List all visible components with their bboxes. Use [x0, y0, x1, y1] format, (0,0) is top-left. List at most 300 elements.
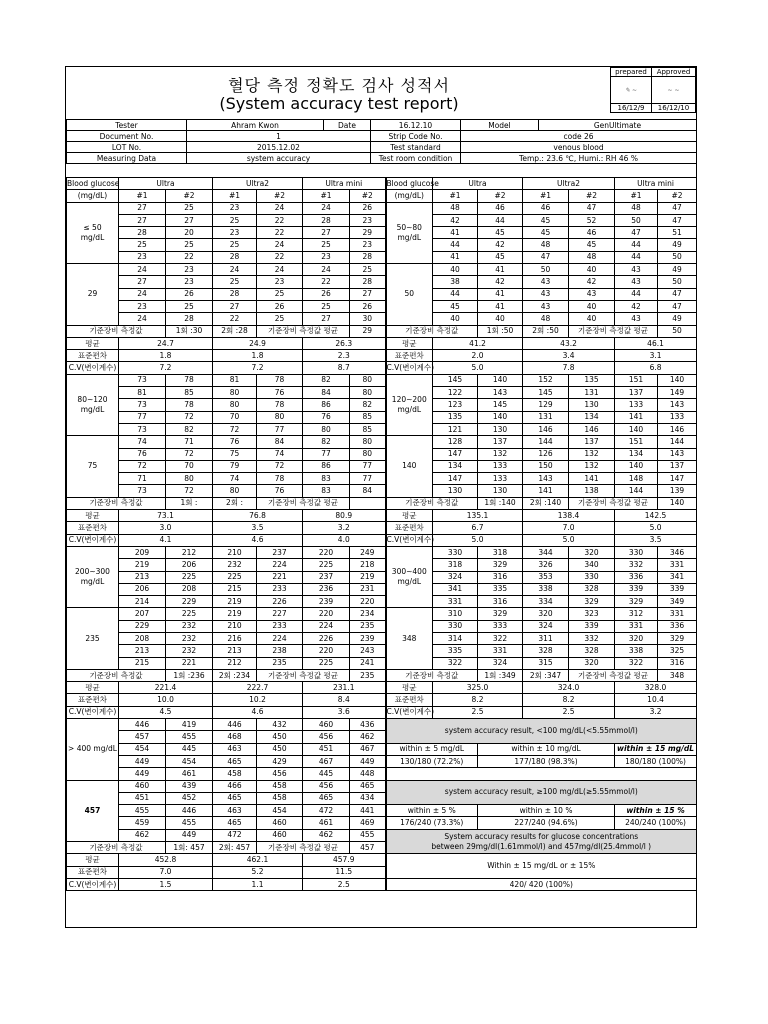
- reading-cell: 45: [569, 239, 615, 251]
- reading-cell: 455: [119, 805, 166, 817]
- reading-cell: 85: [350, 411, 386, 423]
- reading-cell: 147: [658, 473, 697, 485]
- table-row: [67, 546, 697, 558]
- reference-first: 1회: 457: [166, 842, 213, 854]
- reading-cell: 25: [350, 264, 386, 276]
- table-row: [67, 694, 697, 706]
- strip-value: code 26: [461, 131, 697, 142]
- reading-cell: 48: [569, 251, 615, 263]
- mean-label: 평균: [67, 682, 119, 694]
- reading-cell: 322: [478, 632, 523, 644]
- standard-deviation-ultra2: 1.8: [213, 350, 303, 362]
- reading-cell: 30: [350, 313, 386, 325]
- reading-cell: 450: [257, 731, 303, 743]
- cv-label: C.V(변이계수): [67, 706, 119, 718]
- standard-deviation-ultramini: 3.1: [615, 350, 697, 362]
- reading-cell: 137: [658, 460, 697, 472]
- standard-deviation-ultramini: 8.4: [303, 694, 386, 706]
- reading-cell: 232: [213, 559, 257, 571]
- reading-cell: 322: [615, 657, 658, 669]
- table-row: [67, 350, 697, 362]
- reading-cell: 45: [478, 227, 523, 239]
- strip-label: Strip Code No.: [371, 131, 461, 142]
- reading-cell: 349: [658, 596, 697, 608]
- reading-cell: 149: [658, 387, 697, 399]
- reading-cell: 460: [119, 780, 166, 792]
- reference-value: 75: [67, 436, 119, 497]
- reading-cell: 449: [166, 829, 213, 841]
- reading-cell: 133: [478, 460, 523, 472]
- reference-second: 2회 :347: [523, 669, 569, 681]
- reading-cell: 84: [257, 436, 303, 448]
- reading-cell: 25: [213, 276, 257, 288]
- reference-label: 기준장비 측정값: [67, 669, 166, 681]
- reading-cell: 75: [213, 448, 257, 460]
- reading-cell: 80: [213, 485, 257, 497]
- reading-cell: 472: [213, 829, 257, 841]
- mean-label: 평균: [386, 337, 433, 349]
- standard-deviation-ultra: 10.0: [119, 694, 213, 706]
- reading-cell: 332: [569, 632, 615, 644]
- table-row: [67, 780, 697, 792]
- reading-cell: 219: [350, 571, 386, 583]
- ultra-header: Ultra: [433, 178, 523, 190]
- reading-cell: 221: [166, 657, 213, 669]
- reading-cell: 121: [433, 423, 478, 435]
- range-label: 200~300 mg/dL: [67, 546, 119, 607]
- reading-cell: 72: [213, 423, 257, 435]
- reference-second: 2회 :: [213, 497, 257, 509]
- reading-cell: 237: [303, 571, 350, 583]
- reading-cell: 130: [478, 423, 523, 435]
- reading-cell: 137: [478, 436, 523, 448]
- reading-cell: 144: [658, 436, 697, 448]
- reading-cell: 46: [478, 202, 523, 214]
- reading-cell: 329: [478, 559, 523, 571]
- reference-average-label: 기준장비 측정값 평균: [569, 497, 658, 509]
- low-within-10: within ± 10 mg/dL: [478, 743, 615, 755]
- reading-cell: 81: [119, 387, 166, 399]
- reading-cell: 82: [303, 436, 350, 448]
- standard-deviation-label: 표준편차: [386, 694, 433, 706]
- reading-cell: 454: [166, 755, 213, 767]
- reading-cell: 23: [166, 264, 213, 276]
- reading-cell: 144: [523, 436, 569, 448]
- reading-cell: 140: [658, 374, 697, 386]
- reading-cell: 472: [303, 805, 350, 817]
- prepared-date: 16/12/9: [611, 104, 652, 113]
- reading-cell: 333: [478, 620, 523, 632]
- reading-cell: 441: [350, 805, 386, 817]
- reading-cell: 76: [257, 485, 303, 497]
- reading-cell: 24: [257, 264, 303, 276]
- reading-cell: 133: [478, 473, 523, 485]
- reading-cell: 137: [615, 387, 658, 399]
- device-1-header: #1: [303, 190, 350, 202]
- reading-cell: 26: [257, 300, 303, 312]
- reading-cell: 80: [257, 411, 303, 423]
- mean-ultra: 41.2: [433, 337, 523, 349]
- reading-cell: 339: [569, 620, 615, 632]
- cv-ultra2: 5.0: [523, 534, 615, 546]
- reference-value: 29: [67, 264, 119, 325]
- ultra2-header: Ultra2: [213, 178, 303, 190]
- report-page: [65, 66, 697, 928]
- cv-label: C.V(변이계수): [386, 534, 433, 546]
- reading-cell: 461: [303, 817, 350, 829]
- reading-cell: 24: [213, 264, 257, 276]
- bg-header: Blood glucose: [386, 178, 433, 190]
- reading-cell: 71: [119, 473, 166, 485]
- table-row: [67, 657, 697, 669]
- table-row: [67, 878, 697, 890]
- reading-cell: 131: [569, 387, 615, 399]
- approved-date: 16/12/10: [652, 104, 696, 113]
- reference-average-label: 기준장비 측정값 평균: [569, 669, 658, 681]
- reading-cell: 451: [303, 743, 350, 755]
- standard-deviation-label: 표준편차: [386, 522, 433, 534]
- accuracy-table-body: [67, 178, 697, 891]
- mean-ultra: 221.4: [119, 682, 213, 694]
- reading-cell: 224: [257, 559, 303, 571]
- table-row: [67, 768, 697, 780]
- reading-cell: 449: [350, 755, 386, 767]
- reading-cell: 133: [658, 411, 697, 423]
- reference-average-value: 457: [350, 842, 386, 854]
- reading-cell: 20: [166, 227, 213, 239]
- reference-value: 50: [386, 264, 433, 325]
- reading-cell: 469: [350, 817, 386, 829]
- reading-cell: 134: [569, 411, 615, 423]
- cv-ultramini: 6.8: [615, 362, 697, 374]
- reading-cell: 23: [350, 214, 386, 226]
- reading-cell: 123: [433, 399, 478, 411]
- reading-cell: 77: [257, 423, 303, 435]
- overall-range-title: System accuracy results for glucose concentrations between 29mg/dl(1.61mmol/l) and 457mg/dl(25.4mmol/l ): [386, 829, 697, 854]
- reading-cell: 215: [213, 583, 257, 595]
- reading-cell: 128: [433, 436, 478, 448]
- standard-deviation-ultramini: 3.2: [303, 522, 386, 534]
- reading-cell: 135: [433, 411, 478, 423]
- reading-cell: 316: [478, 596, 523, 608]
- table-row: [67, 423, 697, 435]
- mean-ultra2: 324.0: [523, 682, 615, 694]
- reading-cell: 72: [166, 485, 213, 497]
- reading-cell: 243: [350, 645, 386, 657]
- reading-cell: 326: [523, 559, 569, 571]
- reading-cell: 45: [523, 227, 569, 239]
- reading-cell: 47: [658, 214, 697, 226]
- reading-cell: 213: [119, 645, 166, 657]
- reading-cell: 329: [569, 596, 615, 608]
- reading-cell: 455: [166, 817, 213, 829]
- device-1-header: #1: [433, 190, 478, 202]
- reading-cell: 27: [119, 202, 166, 214]
- reading-cell: 330: [433, 546, 478, 558]
- table-row: [67, 805, 697, 817]
- reading-cell: 462: [350, 731, 386, 743]
- mean-ultramini: 46.1: [615, 337, 697, 349]
- high-result-5: 176/240 (73.3%): [386, 817, 478, 829]
- reading-cell: 446: [166, 805, 213, 817]
- standard-deviation-ultramini: 11.5: [303, 866, 386, 878]
- table-row: [67, 829, 697, 841]
- mean-label: 평균: [67, 854, 119, 866]
- reading-cell: 322: [433, 657, 478, 669]
- reading-cell: 467: [303, 755, 350, 767]
- table-row: [67, 387, 697, 399]
- report-title-korean: 혈당 측정 정확도 검사 성적서: [228, 76, 450, 95]
- mean-label: 평균: [386, 682, 433, 694]
- mean-ultra: 325.0: [433, 682, 523, 694]
- reading-cell: 225: [213, 571, 257, 583]
- table-row: [67, 448, 697, 460]
- low-within-15: within ± 15 mg/dL: [615, 743, 697, 755]
- reading-cell: 26: [350, 300, 386, 312]
- reading-cell: 233: [257, 620, 303, 632]
- prepared-signature: ✎ ~: [611, 77, 652, 104]
- device-2-header: #2: [166, 190, 213, 202]
- reading-cell: 449: [119, 755, 166, 767]
- reading-cell: 335: [433, 645, 478, 657]
- cv-ultra2: 7.2: [213, 362, 303, 374]
- mean-ultra2: 138.4: [523, 510, 615, 522]
- mean-ultra2: 43.2: [523, 337, 615, 349]
- reading-cell: 26: [303, 288, 350, 300]
- reading-cell: 141: [615, 411, 658, 423]
- reading-cell: 41: [433, 227, 478, 239]
- reference-first: 1회 :349: [478, 669, 523, 681]
- reading-cell: 237: [257, 546, 303, 558]
- table-row: [67, 325, 697, 337]
- reading-cell: 48: [523, 239, 569, 251]
- table-row: [67, 288, 697, 300]
- reference-average-label: 기준장비 측정값 평균: [257, 669, 350, 681]
- reading-cell: 150: [523, 460, 569, 472]
- table-row: [67, 436, 697, 448]
- table-row: [67, 264, 697, 276]
- cv-ultramini: 3.5: [615, 534, 697, 546]
- cv-ultra: 7.2: [119, 362, 213, 374]
- table-row: [67, 227, 697, 239]
- reading-cell: 25: [166, 300, 213, 312]
- device-2-header: #2: [569, 190, 615, 202]
- reading-cell: 467: [350, 743, 386, 755]
- reference-second: 2회 :234: [213, 669, 257, 681]
- reading-cell: 46: [523, 202, 569, 214]
- range-label: > 400 mg/dL: [67, 719, 119, 780]
- reading-cell: 23: [257, 276, 303, 288]
- reading-cell: 434: [350, 792, 386, 804]
- device-1-header: #1: [523, 190, 569, 202]
- reading-cell: 28: [166, 313, 213, 325]
- reading-cell: 41: [433, 251, 478, 263]
- reading-cell: 22: [213, 313, 257, 325]
- range-label: 300~400 mg/dL: [386, 546, 433, 607]
- low-range-title: system accuracy result, <100 mg/dL(<5.55mmol/l): [386, 719, 697, 744]
- reference-first: 1회 :30: [166, 325, 213, 337]
- reading-cell: 448: [350, 768, 386, 780]
- reading-cell: 215: [119, 657, 166, 669]
- cv-ultramini: 2.5: [303, 878, 386, 890]
- reading-cell: 77: [119, 411, 166, 423]
- reading-cell: 212: [213, 657, 257, 669]
- reading-cell: 312: [615, 608, 658, 620]
- reading-cell: 25: [213, 239, 257, 251]
- reading-cell: 224: [303, 620, 350, 632]
- reading-cell: 84: [350, 485, 386, 497]
- reading-cell: 320: [569, 546, 615, 558]
- reading-cell: 143: [658, 448, 697, 460]
- reading-cell: 466: [213, 780, 257, 792]
- table-row: [67, 755, 697, 767]
- reading-cell: 465: [213, 817, 257, 829]
- reading-cell: 44: [615, 251, 658, 263]
- reading-cell: 79: [213, 460, 257, 472]
- device-1-header: #1: [119, 190, 166, 202]
- reading-cell: 151: [615, 436, 658, 448]
- table-row: [67, 190, 697, 202]
- reading-cell: 143: [658, 399, 697, 411]
- reading-cell: 454: [119, 743, 166, 755]
- standard-deviation-ultra: 1.8: [119, 350, 213, 362]
- reading-cell: 460: [303, 719, 350, 731]
- reading-cell: 22: [257, 214, 303, 226]
- reading-cell: 49: [658, 264, 697, 276]
- reference-label: 기준장비 측정값: [67, 842, 166, 854]
- reading-cell: 316: [658, 657, 697, 669]
- high-within-10: within ± 10 %: [478, 805, 615, 817]
- reading-cell: 85: [166, 387, 213, 399]
- reading-cell: 232: [166, 620, 213, 632]
- reference-first: 1회 :140: [478, 497, 523, 509]
- reading-cell: 323: [569, 608, 615, 620]
- reading-cell: 41: [478, 300, 523, 312]
- reading-cell: 454: [257, 805, 303, 817]
- approved-label: Approved: [652, 68, 696, 77]
- reading-cell: 24: [257, 239, 303, 251]
- reading-cell: 316: [478, 571, 523, 583]
- reading-cell: 439: [166, 780, 213, 792]
- reading-cell: 47: [615, 227, 658, 239]
- standard-deviation-ultra2: 8.2: [523, 694, 615, 706]
- reading-cell: 24: [119, 288, 166, 300]
- standard-deviation-ultra: 2.0: [433, 350, 523, 362]
- reading-cell: 27: [213, 300, 257, 312]
- reference-average-value: 235: [350, 669, 386, 681]
- reading-cell: 465: [350, 780, 386, 792]
- reading-cell: 225: [166, 608, 213, 620]
- reference-second: 2회 :50: [523, 325, 569, 337]
- reading-cell: 209: [119, 546, 166, 558]
- reading-cell: 206: [166, 559, 213, 571]
- reading-cell: 238: [257, 645, 303, 657]
- reading-cell: 74: [119, 436, 166, 448]
- info-table: [66, 119, 697, 164]
- cv-ultra: 5.0: [433, 362, 523, 374]
- reading-cell: 212: [166, 546, 213, 558]
- reading-cell: 45: [433, 300, 478, 312]
- reading-cell: 145: [523, 387, 569, 399]
- reading-cell: 452: [166, 792, 213, 804]
- reading-cell: 220: [303, 608, 350, 620]
- standard-deviation-ultra: 6.7: [433, 522, 523, 534]
- reading-cell: 47: [658, 288, 697, 300]
- reading-cell: 341: [433, 583, 478, 595]
- reading-cell: 26: [166, 288, 213, 300]
- reading-cell: 320: [615, 632, 658, 644]
- reading-cell: 236: [303, 583, 350, 595]
- reading-cell: 220: [303, 645, 350, 657]
- reading-cell: 214: [119, 596, 166, 608]
- cv-ultramini: 4.0: [303, 534, 386, 546]
- reading-cell: 451: [119, 792, 166, 804]
- reading-cell: 74: [257, 448, 303, 460]
- table-row: [67, 460, 697, 472]
- mean-label: 평균: [67, 337, 119, 349]
- cv-label: C.V(변이계수): [386, 706, 433, 718]
- range-label: 80~120 mg/dL: [67, 374, 119, 435]
- reading-cell: 231: [350, 583, 386, 595]
- reading-cell: 47: [658, 300, 697, 312]
- reading-cell: 25: [166, 202, 213, 214]
- reading-cell: 457: [119, 731, 166, 743]
- reading-cell: 235: [350, 620, 386, 632]
- reading-cell: 130: [478, 485, 523, 497]
- tester-label: Tester: [67, 120, 187, 131]
- reading-cell: 134: [433, 460, 478, 472]
- room-label: Test room condition: [371, 153, 461, 164]
- reading-cell: 207: [119, 608, 166, 620]
- reading-cell: 86: [303, 460, 350, 472]
- report-title-english: (System accuracy test report): [219, 94, 459, 113]
- reading-cell: 465: [213, 792, 257, 804]
- reading-cell: 126: [523, 448, 569, 460]
- reading-cell: 325: [658, 645, 697, 657]
- reading-cell: 83: [303, 485, 350, 497]
- reading-cell: 78: [257, 473, 303, 485]
- reading-cell: 456: [257, 768, 303, 780]
- device-1-header: #1: [615, 190, 658, 202]
- reading-cell: 44: [433, 288, 478, 300]
- reading-cell: 241: [350, 657, 386, 669]
- table-row: [67, 399, 697, 411]
- table-row: [67, 559, 697, 571]
- range-label: 120~200 mg/dL: [386, 374, 433, 435]
- reading-cell: 141: [569, 473, 615, 485]
- high-range-title: system accuracy result, ≥100 mg/dL(≥5.55mmol/l): [386, 780, 697, 805]
- reading-cell: 26: [350, 202, 386, 214]
- reading-cell: 208: [166, 583, 213, 595]
- reading-cell: 132: [478, 448, 523, 460]
- reading-cell: 23: [166, 276, 213, 288]
- reading-cell: 47: [523, 251, 569, 263]
- mean-ultra: 452.8: [119, 854, 213, 866]
- reading-cell: 229: [166, 596, 213, 608]
- lot-value: 2015.12.02: [187, 142, 371, 153]
- bg-header: Blood glucose: [67, 178, 119, 190]
- reading-cell: 458: [213, 768, 257, 780]
- cv-ultra2: 4.6: [213, 534, 303, 546]
- reading-cell: 334: [523, 596, 569, 608]
- reading-cell: 76: [213, 436, 257, 448]
- reading-cell: 49: [658, 239, 697, 251]
- measuring-label: Measuring Data: [67, 153, 187, 164]
- reference-average-label: 기준장비 측정값 평균: [257, 325, 350, 337]
- reference-label: 기준장비 측정값: [386, 669, 478, 681]
- reading-cell: 44: [615, 239, 658, 251]
- reading-cell: 331: [478, 645, 523, 657]
